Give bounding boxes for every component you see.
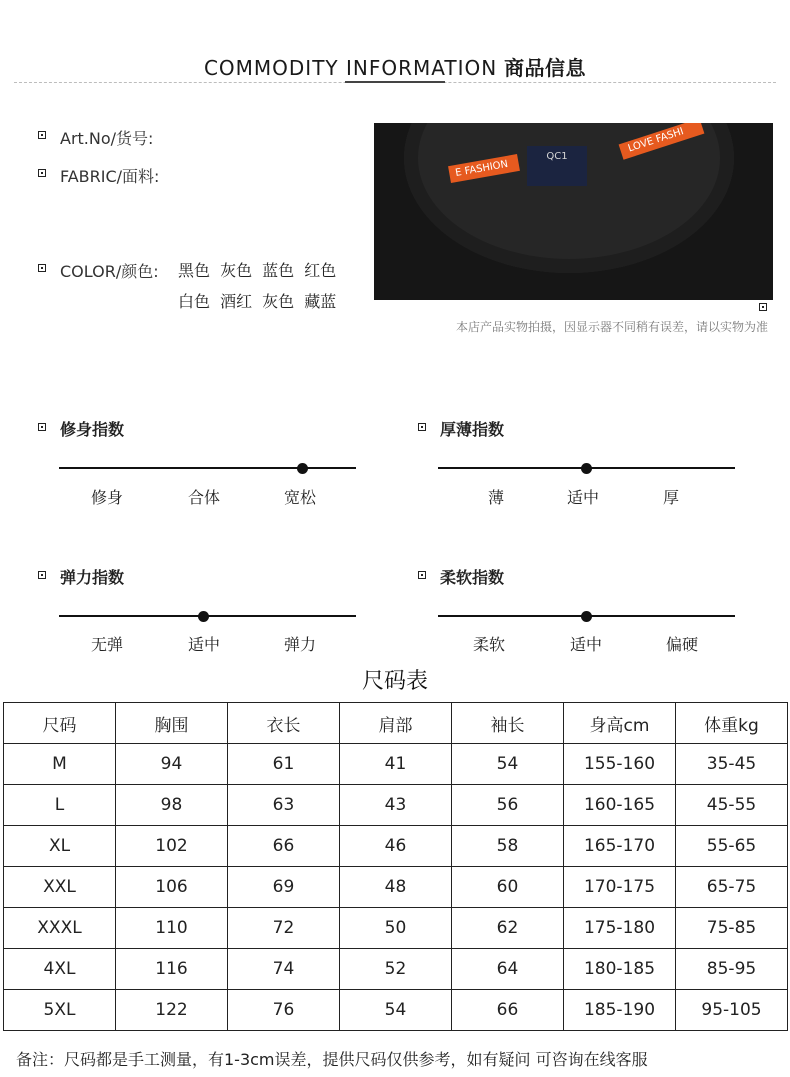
colors-row-2: 白色 酒红 灰色 藏蓝 (178, 292, 337, 311)
label-tape-left: E FASHION (448, 154, 520, 183)
table-cell: 165-170 (564, 826, 676, 867)
table-cell: 66 (452, 990, 564, 1031)
thickness-index-marker (581, 463, 592, 474)
table-cell: 95-105 (676, 990, 788, 1031)
table-cell: 155-160 (564, 744, 676, 785)
table-cell: 85-95 (676, 949, 788, 990)
table-cell: 60 (452, 867, 564, 908)
table-cell: 54 (340, 990, 452, 1031)
bullet-icon (38, 423, 46, 431)
table-cell: 122 (116, 990, 228, 1031)
title-chinese: 商品信息 (504, 56, 587, 80)
table-row (4, 990, 788, 1031)
softness-index-title: 柔软指数 (440, 568, 505, 587)
table-cell: 94 (116, 744, 228, 785)
bullet-icon (38, 131, 46, 139)
table-header-cell: 体重kg (676, 703, 788, 744)
bullet-icon (38, 169, 46, 177)
softness-index-label: 偏硬 (665, 635, 698, 654)
thickness-index-label: 适中 (566, 488, 599, 507)
fit-index-scale (59, 467, 356, 469)
art-no-label: Art.No/货号: (60, 129, 154, 148)
bullet-icon (759, 303, 767, 311)
table-cell: 64 (452, 949, 564, 990)
table-cell: 74 (228, 949, 340, 990)
elasticity-index-title: 弹力指数 (60, 568, 125, 587)
table-cell: 160-165 (564, 785, 676, 826)
table-cell: 62 (452, 908, 564, 949)
softness-index-label: 柔软 (472, 635, 505, 654)
table-cell: 63 (228, 785, 340, 826)
table-cell: 48 (340, 867, 452, 908)
table-cell: 4XL (4, 949, 116, 990)
table-header-row (4, 703, 788, 744)
table-cell: 66 (228, 826, 340, 867)
table-header-cell: 胸围 (116, 703, 228, 744)
table-header-cell: 袖长 (452, 703, 564, 744)
header-accent-bar (345, 81, 445, 83)
elasticity-index-label: 弹力 (283, 635, 316, 654)
brand-tag (527, 146, 587, 186)
colors-row-1: 黑色 灰色 蓝色 红色 (178, 261, 337, 280)
table-row (4, 785, 788, 826)
bullet-icon (38, 571, 46, 579)
table-cell: 41 (340, 744, 452, 785)
table-cell: 58 (452, 826, 564, 867)
table-cell: 65-75 (676, 867, 788, 908)
fit-index-title: 修身指数 (60, 420, 125, 439)
thickness-index-label: 薄 (487, 488, 504, 507)
thickness-index-title: 厚薄指数 (440, 420, 505, 439)
table-cell: L (4, 785, 116, 826)
size-table (3, 702, 788, 1031)
label-tape-right: LOVE FASHI (619, 123, 705, 160)
fit-index-marker (297, 463, 308, 474)
bullet-icon (38, 264, 46, 272)
table-row (4, 867, 788, 908)
table-cell: 55-65 (676, 826, 788, 867)
table-cell: 54 (452, 744, 564, 785)
size-table-note: 备注：尺码都是手工测量，有1-3cm误差，提供尺码仅供参考，如有疑问 可咨询在线客服 (16, 1050, 648, 1069)
table-cell: 35-45 (676, 744, 788, 785)
page-title (0, 52, 790, 81)
table-cell: 180-185 (564, 949, 676, 990)
table-cell: 102 (116, 826, 228, 867)
table-cell: 175-180 (564, 908, 676, 949)
table-row (4, 949, 788, 990)
table-cell: 45-55 (676, 785, 788, 826)
softness-index-label: 适中 (569, 635, 602, 654)
fit-index-label: 修身 (90, 488, 123, 507)
bullet-icon (418, 571, 426, 579)
fabric-label: FABRIC/面料: (60, 167, 160, 186)
table-header-cell: 肩部 (340, 703, 452, 744)
table-cell: 72 (228, 908, 340, 949)
photo-disclaimer: 本店产品实物拍摄，因显示器不同稍有误差，请以实物为准 (455, 320, 768, 334)
table-cell: 46 (340, 826, 452, 867)
table-cell: 61 (228, 744, 340, 785)
table-cell: XXL (4, 867, 116, 908)
table-cell: 69 (228, 867, 340, 908)
table-cell: 110 (116, 908, 228, 949)
table-row (4, 744, 788, 785)
size-table-title: 尺码表 (361, 669, 428, 694)
product-photo (374, 123, 773, 300)
table-cell: 98 (116, 785, 228, 826)
color-label: COLOR/颜色: (60, 262, 159, 281)
table-header-cell: 衣长 (228, 703, 340, 744)
table-row (4, 908, 788, 949)
table-cell: XXXL (4, 908, 116, 949)
table-cell: 185-190 (564, 990, 676, 1031)
elasticity-index-label: 无弹 (90, 635, 123, 654)
table-cell: XL (4, 826, 116, 867)
table-cell: 170-175 (564, 867, 676, 908)
table-cell: 106 (116, 867, 228, 908)
brand-tag-text: QC1 (546, 151, 568, 162)
fit-index-label: 宽松 (283, 488, 316, 507)
table-cell: 76 (228, 990, 340, 1031)
elasticity-index-marker (198, 611, 209, 622)
table-cell: 50 (340, 908, 452, 949)
table-cell: 52 (340, 949, 452, 990)
thickness-index-label: 厚 (662, 488, 679, 507)
table-header-cell: 身高cm (564, 703, 676, 744)
elasticity-index-label: 适中 (187, 635, 220, 654)
table-cell: 75-85 (676, 908, 788, 949)
table-cell: 56 (452, 785, 564, 826)
softness-index-marker (581, 611, 592, 622)
table-cell: 43 (340, 785, 452, 826)
table-cell: M (4, 744, 116, 785)
table-header-cell: 尺码 (4, 703, 116, 744)
table-cell: 116 (116, 949, 228, 990)
bullet-icon (418, 423, 426, 431)
table-row (4, 826, 788, 867)
table-cell: 5XL (4, 990, 116, 1031)
title-english: COMMODITY INFORMATION (203, 56, 498, 80)
fit-index-label: 合体 (187, 488, 220, 507)
